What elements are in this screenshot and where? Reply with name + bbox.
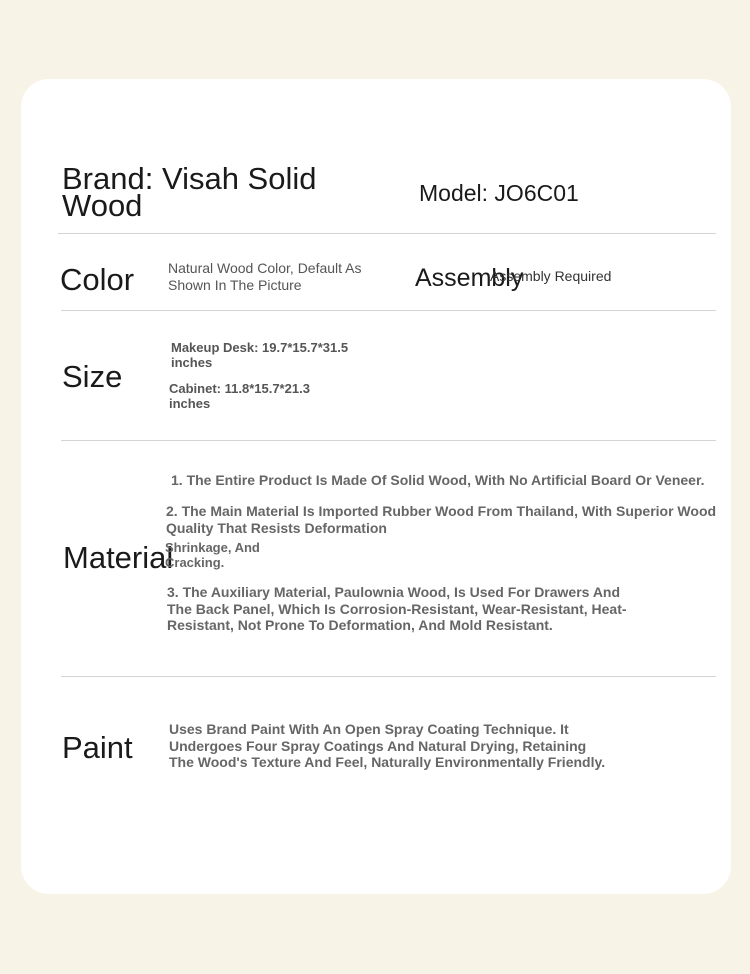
- assembly-value: Assembly Required: [490, 268, 612, 284]
- divider: [61, 440, 716, 441]
- model-title: Model: JO6C01: [419, 180, 579, 206]
- brand-title: Brand: Visah Solid Wood: [62, 161, 317, 223]
- size-makeup-desk: Makeup Desk: 19.7*15.7*31.5 inches: [171, 340, 349, 370]
- size-cabinet: Cabinet: 11.8*15.7*21.3 inches: [169, 381, 310, 411]
- color-label: Color: [60, 262, 135, 297]
- assembly-label: Assembly: [415, 264, 524, 292]
- material-label: Material: [63, 540, 174, 575]
- material-point-3: 3. The Auxiliary Material, Paulownia Wood, Is Used For Drawers And The Back Panel, Which Is Corrosion-Resistant, Wear-Resistant, Heat-Resistant, Not Prone To Deformation, And Mold Resistant.: [167, 584, 627, 633]
- paint-label: Paint: [62, 730, 133, 765]
- size-label: Size: [62, 359, 123, 394]
- divider: [58, 233, 716, 234]
- paint-value: Uses Brand Paint With An Open Spray Coating Technique. It Undergoes Four Spray Coatings And Natural Drying, Retaining The Wood's Texture And Feel, Naturally Environmentally Friendly.: [169, 721, 606, 770]
- material-point-2: 2. The Main Material Is Imported Rubber Wood From Thailand, With Superior Wood Quality That Resists Deformation: [166, 503, 717, 536]
- material-point-1: 1. The Entire Product Is Made Of Solid Wood, With No Artificial Board Or Veneer.: [171, 472, 705, 488]
- material-point-2-continued: Shrinkage, And Cracking.: [165, 540, 260, 570]
- color-value: Natural Wood Color, Default As Shown In The Picture: [168, 260, 362, 293]
- divider: [61, 310, 716, 311]
- divider: [61, 676, 716, 677]
